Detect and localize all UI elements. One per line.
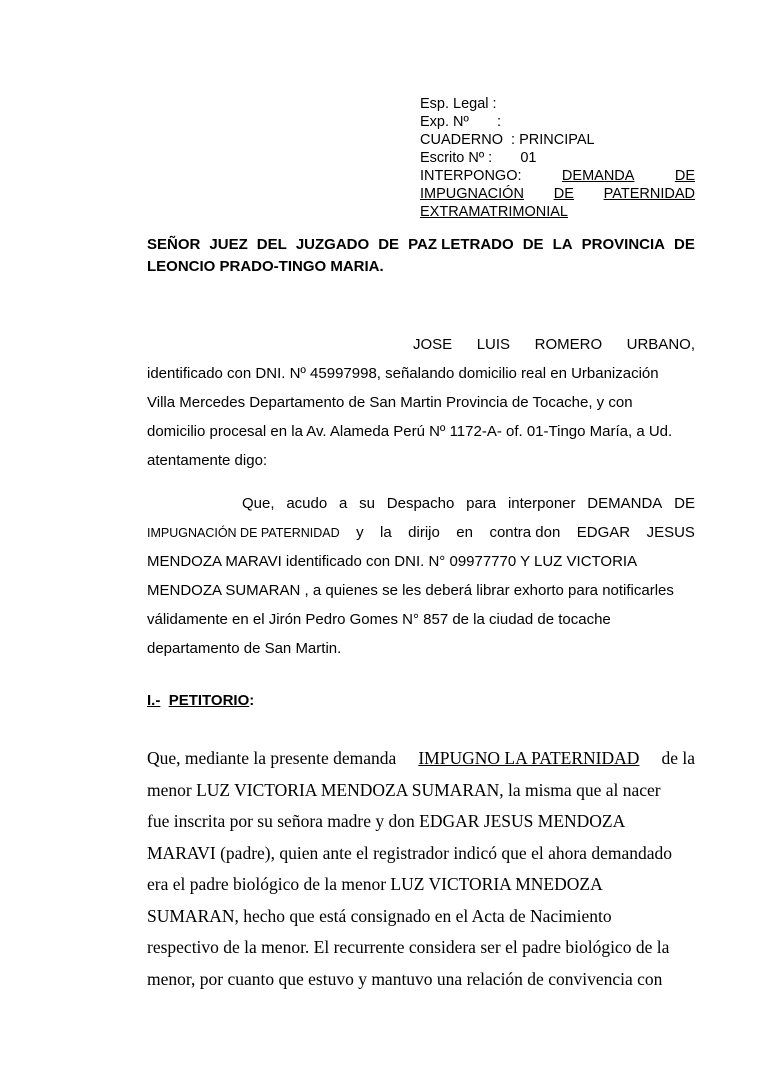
petitorio-line: era el padre biológico de la menor LUZ VICTORIA MNEDOZA <box>147 874 603 895</box>
petitorio-line: SUMARAN, hecho que está consignado en el Acta de Nacimiento <box>147 905 612 926</box>
addressee-line-1: SEÑOR JUEZ DEL JUZGADO DE PAZ LETRADO DE LA PROVINCIA DE <box>147 236 695 253</box>
petitorio-line: menor, por cuanto que estuvo y mantuvo una relación de convivencia con <box>147 968 663 989</box>
request-line: MENDOZA SUMARAN , a quienes se les deberá librar exhorto para notificarles <box>147 582 674 599</box>
request-line-1: Que, acudo a su Despacho para interponer DEMANDA DE <box>242 495 695 512</box>
petitorio-line: menor LUZ VICTORIA MENDOZA SUMARAN, la misma que al nacer <box>147 779 661 800</box>
escrito-number: Escrito Nº : 01 <box>420 150 537 166</box>
intro-line: Villa Mercedes Departamento de San Martin Provincia de Tocache, y con <box>147 394 633 411</box>
request-line: válidamente en el Jirón Pedro Gomes N° 857 de la ciudad de tocache <box>147 611 611 628</box>
intro-line: atentamente digo: <box>147 452 268 469</box>
addressee-line-2: LEONCIO PRADO-TINGO MARIA. <box>147 258 384 275</box>
intro-paragraph <box>147 330 695 475</box>
request-line-2: IMPUGNACIÓN DE PATERNIDAD y la dirijo en contra don EDGAR JESUS <box>147 524 695 541</box>
request-line: departamento de San Martin. <box>147 640 342 657</box>
intro-line: identificado con DNI. Nº 45997998, señalando domicilio real en Urbanización <box>147 365 659 382</box>
interpongo-line: INTERPONGO: DEMANDA DE <box>420 168 695 184</box>
petitorio-line: MARAVI (padre), quien ante el registrador indicó que el ahora demandado <box>147 842 672 863</box>
impugnacion-line: IMPUGNACIÓN DE PATERNIDAD <box>420 186 695 202</box>
petitorio-line-1: Que, mediante la presente demanda IMPUGNO LA PATERNIDAD de la <box>147 748 695 769</box>
extramatrimonial: EXTRAMATRIMONIAL <box>420 204 568 220</box>
petitorio-body <box>147 743 695 995</box>
request-paragraph <box>147 489 695 663</box>
case-header <box>420 95 695 221</box>
esp-legal: Esp. Legal : <box>420 96 497 112</box>
request-line: MENDOZA MARAVI identificado con DNI. N° 09977770 Y LUZ VICTORIA <box>147 553 638 570</box>
section-heading: I.- PETITORIO: <box>147 692 255 709</box>
addressee <box>147 234 695 278</box>
petitorio-line: respectivo de la menor. El recurrente considera ser el padre biológico de la <box>147 937 670 958</box>
petitorio-line: fue inscrita por su señora madre y don EDGAR JESUS MENDOZA <box>147 811 626 832</box>
exp-number: Exp. Nº : <box>420 114 502 130</box>
cuaderno: CUADERNO : PRINCIPAL <box>420 132 595 148</box>
intro-line: domicilio procesal en la Av. Alameda Perú Nº 1172-A- of. 01-Tingo María, a Ud. <box>147 423 673 440</box>
plaintiff-name: JOSE LUIS ROMERO URBANO, <box>413 336 695 353</box>
